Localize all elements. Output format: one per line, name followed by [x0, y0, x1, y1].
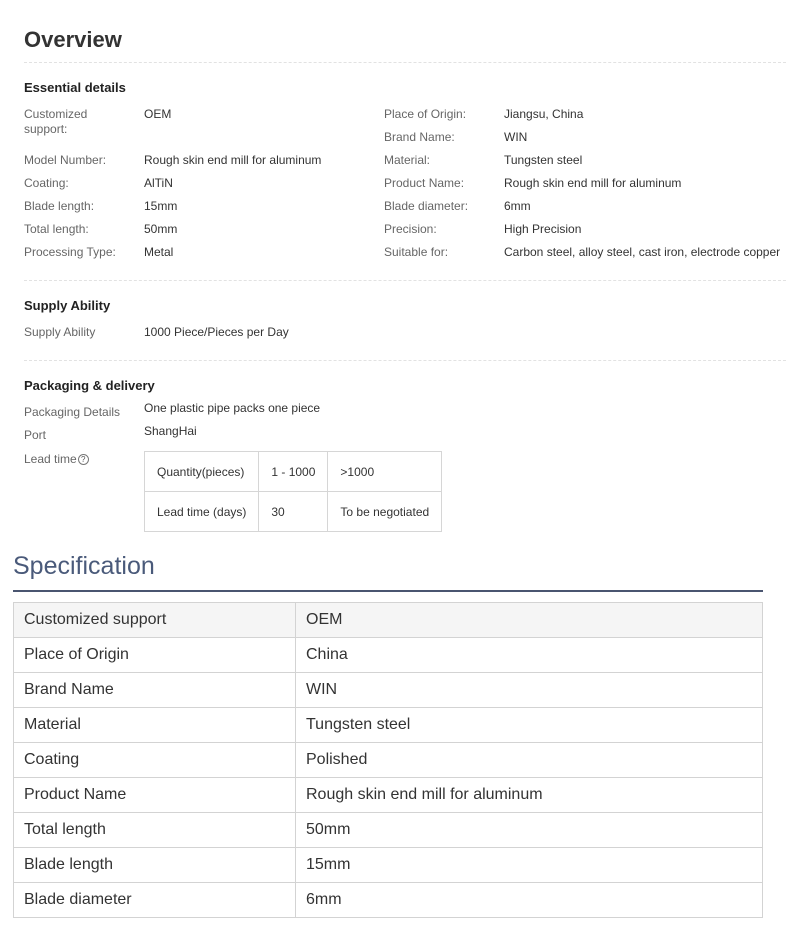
- table-cell: 30: [259, 492, 328, 532]
- spec-value: OEM: [296, 603, 763, 638]
- table-cell: Quantity(pieces): [145, 452, 259, 492]
- table-cell: >1000: [328, 452, 442, 492]
- spec-key: Material: [14, 708, 296, 743]
- essential-details-title: Essential details: [24, 80, 126, 95]
- total-length-label: Total length:: [24, 222, 89, 236]
- spec-key: Brand Name: [14, 673, 296, 708]
- product-name-value: Rough skin end mill for aluminum: [504, 176, 682, 190]
- spec-value: WIN: [296, 673, 763, 708]
- place-of-origin-label: Place of Origin:: [384, 107, 467, 121]
- table-row: [14, 813, 763, 848]
- spec-key: Customized support: [14, 603, 296, 638]
- spec-value: Rough skin end mill for aluminum: [296, 778, 763, 813]
- supply-ability-title: Supply Ability: [24, 298, 111, 313]
- spec-key: Total length: [14, 813, 296, 848]
- table-cell: 1 - 1000: [259, 452, 328, 492]
- specification-table: [13, 602, 763, 918]
- table-row: [14, 848, 763, 883]
- table-row: [14, 778, 763, 813]
- coating-label: Coating:: [24, 176, 69, 190]
- total-length-value: 50mm: [144, 222, 178, 236]
- specification-rule: [13, 590, 763, 592]
- table-row: [145, 492, 442, 532]
- table-row: [14, 743, 763, 778]
- blade-length-label: Blade length:: [24, 199, 95, 213]
- port-label: Port: [24, 428, 47, 442]
- material-label: Material:: [384, 153, 431, 167]
- supply-divider: [24, 360, 786, 361]
- supply-ability-value: 1000 Piece/Pieces per Day: [144, 325, 289, 339]
- lead-time-label-wrap: [24, 452, 89, 467]
- table-row: [14, 673, 763, 708]
- spec-key: Product Name: [14, 778, 296, 813]
- lead-time-table: [144, 451, 442, 532]
- spec-value: Polished: [296, 743, 763, 778]
- coating-value: AlTiN: [144, 176, 173, 190]
- processing-type-label: Processing Type:: [24, 245, 116, 259]
- model-number-label: Model Number:: [24, 153, 107, 167]
- question-icon[interactable]: ?: [78, 454, 89, 465]
- spec-value: 6mm: [296, 883, 763, 918]
- product-name-label: Product Name:: [384, 176, 465, 190]
- customized-support-label: Customized support:: [24, 107, 88, 136]
- spec-value: 50mm: [296, 813, 763, 848]
- specification-title: Specification: [13, 552, 155, 580]
- spec-value: 15mm: [296, 848, 763, 883]
- essential-divider: [24, 280, 786, 281]
- blade-diameter-value: 6mm: [504, 199, 531, 213]
- precision-label: Precision:: [384, 222, 437, 236]
- table-cell: To be negotiated: [328, 492, 442, 532]
- spec-key: Blade length: [14, 848, 296, 883]
- suitable-for-value: Carbon steel, alloy steel, cast iron, electrode copper: [504, 245, 781, 259]
- spec-value: China: [296, 638, 763, 673]
- model-number-value: Rough skin end mill for aluminum: [144, 153, 322, 167]
- lead-time-label: Lead time: [24, 452, 77, 466]
- table-cell: Lead time (days): [145, 492, 259, 532]
- blade-diameter-label: Blade diameter:: [384, 199, 469, 213]
- material-value: Tungsten steel: [504, 153, 583, 167]
- spec-key: Place of Origin: [14, 638, 296, 673]
- precision-value: High Precision: [504, 222, 582, 236]
- port-value: ShangHai: [144, 424, 197, 438]
- brand-name-label: Brand Name:: [384, 130, 455, 144]
- spec-key: Coating: [14, 743, 296, 778]
- spec-value: Tungsten steel: [296, 708, 763, 743]
- packaging-details-label: Packaging Details: [24, 405, 121, 419]
- table-row: [14, 638, 763, 673]
- customized-support-value: OEM: [144, 107, 172, 121]
- table-row: [14, 708, 763, 743]
- suitable-for-label: Suitable for:: [384, 245, 449, 259]
- brand-name-value: WIN: [504, 130, 528, 144]
- table-row: [14, 883, 763, 918]
- blade-length-value: 15mm: [144, 199, 178, 213]
- packaging-title: Packaging & delivery: [24, 378, 155, 393]
- spec-key: Blade diameter: [14, 883, 296, 918]
- processing-type-value: Metal: [144, 245, 174, 259]
- overview-title: Overview: [24, 27, 122, 52]
- packaging-details-value: One plastic pipe packs one piece: [144, 401, 321, 415]
- overview-divider-top: [24, 62, 786, 63]
- supply-ability-label: Supply Ability: [24, 325, 96, 339]
- place-of-origin-value: Jiangsu, China: [504, 107, 584, 121]
- table-row: [145, 452, 442, 492]
- table-row: [14, 603, 763, 638]
